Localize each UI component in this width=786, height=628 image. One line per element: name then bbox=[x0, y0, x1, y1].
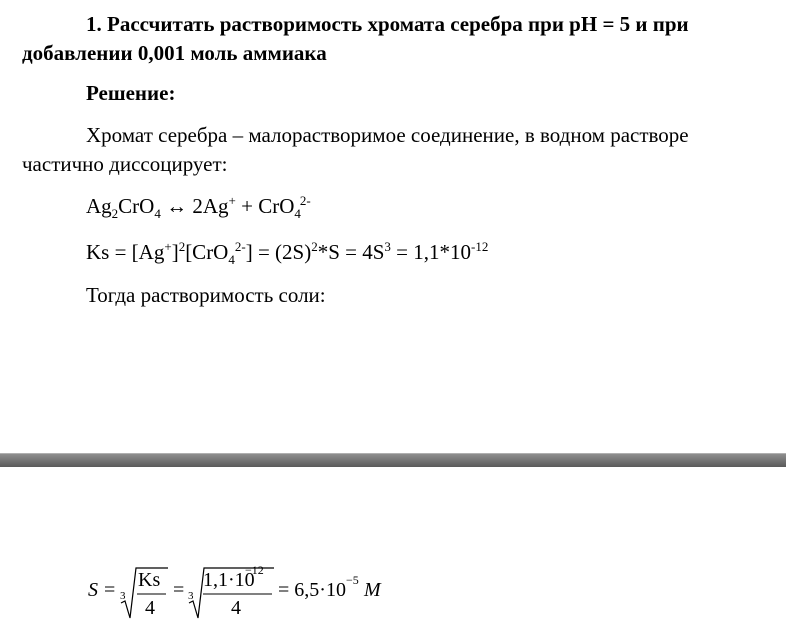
problem-title-text: 1. Рассчитать растворимость хромата серебра при рН = 5 и при добавлении 0,001 моль аммиака bbox=[22, 12, 689, 65]
equation-token: Ks = [Ag bbox=[86, 240, 165, 264]
dissociation-equation bbox=[86, 192, 311, 220]
formula-s: S bbox=[88, 579, 98, 601]
intro-paragraph bbox=[22, 121, 772, 179]
solution-heading: Решение: bbox=[86, 81, 176, 105]
denominator-2: 4 bbox=[231, 597, 241, 619]
equation-token: = 1,1*10 bbox=[390, 240, 472, 264]
root-index-1: 3 bbox=[120, 590, 126, 602]
equation-token: ] = (2S) bbox=[245, 240, 312, 264]
equation-token: Ag bbox=[86, 194, 112, 218]
equation-token: 2 bbox=[311, 239, 318, 254]
equation-token: 2- bbox=[234, 239, 246, 254]
formula-eq-2: = bbox=[173, 579, 185, 601]
equation-token: ] bbox=[171, 240, 179, 264]
denominator-1: 4 bbox=[145, 597, 155, 619]
equation-token: 2 bbox=[111, 206, 119, 222]
equation-token: CrO bbox=[118, 194, 155, 218]
result-exponent: −5 bbox=[346, 573, 359, 587]
equation-token: 4 bbox=[154, 206, 161, 222]
formula-eq-1: = bbox=[104, 579, 116, 601]
equation-token: 2 bbox=[178, 239, 186, 254]
equation-token: *S = 4S bbox=[317, 240, 385, 264]
numerator-2: 1,1·10 bbox=[203, 569, 255, 591]
solubility-formula bbox=[0, 552, 786, 623]
problem-title bbox=[22, 10, 772, 68]
formula-result: = 6,5·10 bbox=[278, 579, 346, 601]
formula-graphic bbox=[0, 552, 786, 623]
numerator-2-exponent: −12 bbox=[245, 563, 264, 577]
solubility-intro-text: Тогда растворимость соли: bbox=[86, 283, 326, 307]
solubility-product-equation bbox=[86, 238, 488, 266]
equation-token: + bbox=[228, 193, 236, 208]
equation-token: 3 bbox=[384, 239, 391, 254]
equation-token: + bbox=[164, 239, 172, 254]
page-separator bbox=[0, 453, 786, 467]
numerator-ks: Ks bbox=[138, 569, 161, 591]
reversible-arrow-icon: ↔ bbox=[166, 194, 188, 218]
unit-molar: M bbox=[364, 579, 381, 601]
intro-text: Хромат серебра – малорастворимое соединение, в водном растворе частично диссоцирует: bbox=[22, 123, 689, 176]
equation-token: 2Ag bbox=[192, 194, 229, 218]
equation-token: + CrO bbox=[241, 194, 295, 218]
equation-token: 4 bbox=[294, 206, 301, 222]
equation-token: 2- bbox=[299, 193, 311, 208]
equation-token: 4 bbox=[228, 252, 235, 268]
equation-token: [CrO bbox=[185, 240, 229, 264]
equation-token: -12 bbox=[471, 239, 489, 254]
root-index-2: 3 bbox=[188, 590, 194, 602]
